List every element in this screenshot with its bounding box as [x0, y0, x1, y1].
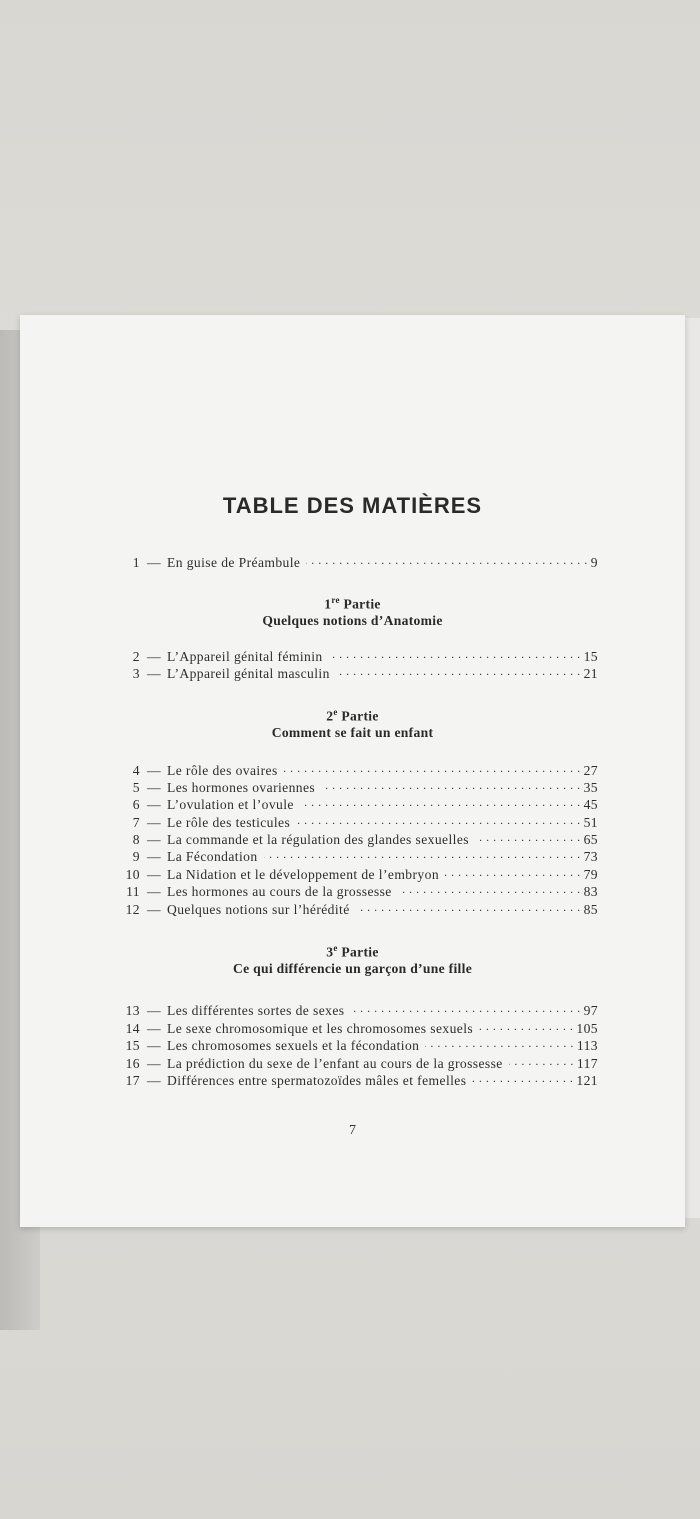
toc-entry: 13 — Les différentes sortes de sexes . . . 97 — [108, 1001, 598, 1019]
part-heading: 2e Partie — [326, 707, 379, 724]
book-page — [20, 315, 685, 1227]
page-title: TABLE DES MATIÈRES — [222, 493, 483, 518]
toc-entry: 11 — Les hormones au cours de la grossesse . . . 83 — [108, 882, 598, 900]
toc-entry: 3 — L’Appareil génital masculin . . . 21 — [108, 664, 598, 682]
part-subtitle: Quelques notions d’Anatomie — [262, 613, 443, 628]
entry-page: 9 — [590, 555, 598, 570]
toc-entry: 12 — Quelques notions sur l’hérédité . . . 85 — [108, 900, 598, 918]
toc-entry: 9 — La Fécondation . . . 73 — [108, 847, 598, 865]
entry-number: 1 — [132, 555, 140, 570]
toc-entry — [108, 553, 598, 571]
toc-entry: 2 — L’Appareil génital féminin . . . 15 — [108, 647, 598, 665]
part-subtitle: Comment se fait un enfant — [271, 725, 434, 740]
part-heading: 1re Partie — [324, 595, 381, 612]
entry-label: En guise de Préambule — [167, 555, 301, 570]
leader-dots — [306, 554, 587, 568]
entry-dash: — — [147, 555, 161, 570]
part-heading: 3e Partie — [326, 943, 379, 960]
page-number: 7 — [349, 1123, 356, 1138]
toc-entry: 7 — Le rôle des testicules . . . 51 — [108, 813, 598, 831]
toc-entry: 17 — Différences entre spermatozoïdes mâles et femelles . . . 121 — [108, 1071, 598, 1089]
toc-entry: 16 — La prédiction du sexe de l’enfant au cours de la grossesse . . . 117 — [108, 1054, 598, 1072]
toc-entry: 4 — Le rôle des ovaires . . . 27 — [108, 761, 598, 779]
toc-entry: 8 — La commande et la régulation des glandes sexuelles . . . 65 — [108, 830, 598, 848]
toc-entry: 10 — La Nidation et le développement de l’embryon . . . 79 — [108, 865, 598, 883]
toc-entry: 15 — Les chromosomes sexuels et la fécondation . . . 113 — [108, 1036, 598, 1054]
toc-entry: 14 — Le sexe chromosomique et les chromosomes sexuels . . . 105 — [108, 1019, 598, 1037]
part-subtitle: Ce qui différencie un garçon d’une fille — [232, 961, 473, 976]
toc-entry: 5 — Les hormones ovariennes . . . 35 — [108, 778, 598, 796]
toc-entry: 6 — L’ovulation et l’ovule . . . 45 — [108, 795, 598, 813]
